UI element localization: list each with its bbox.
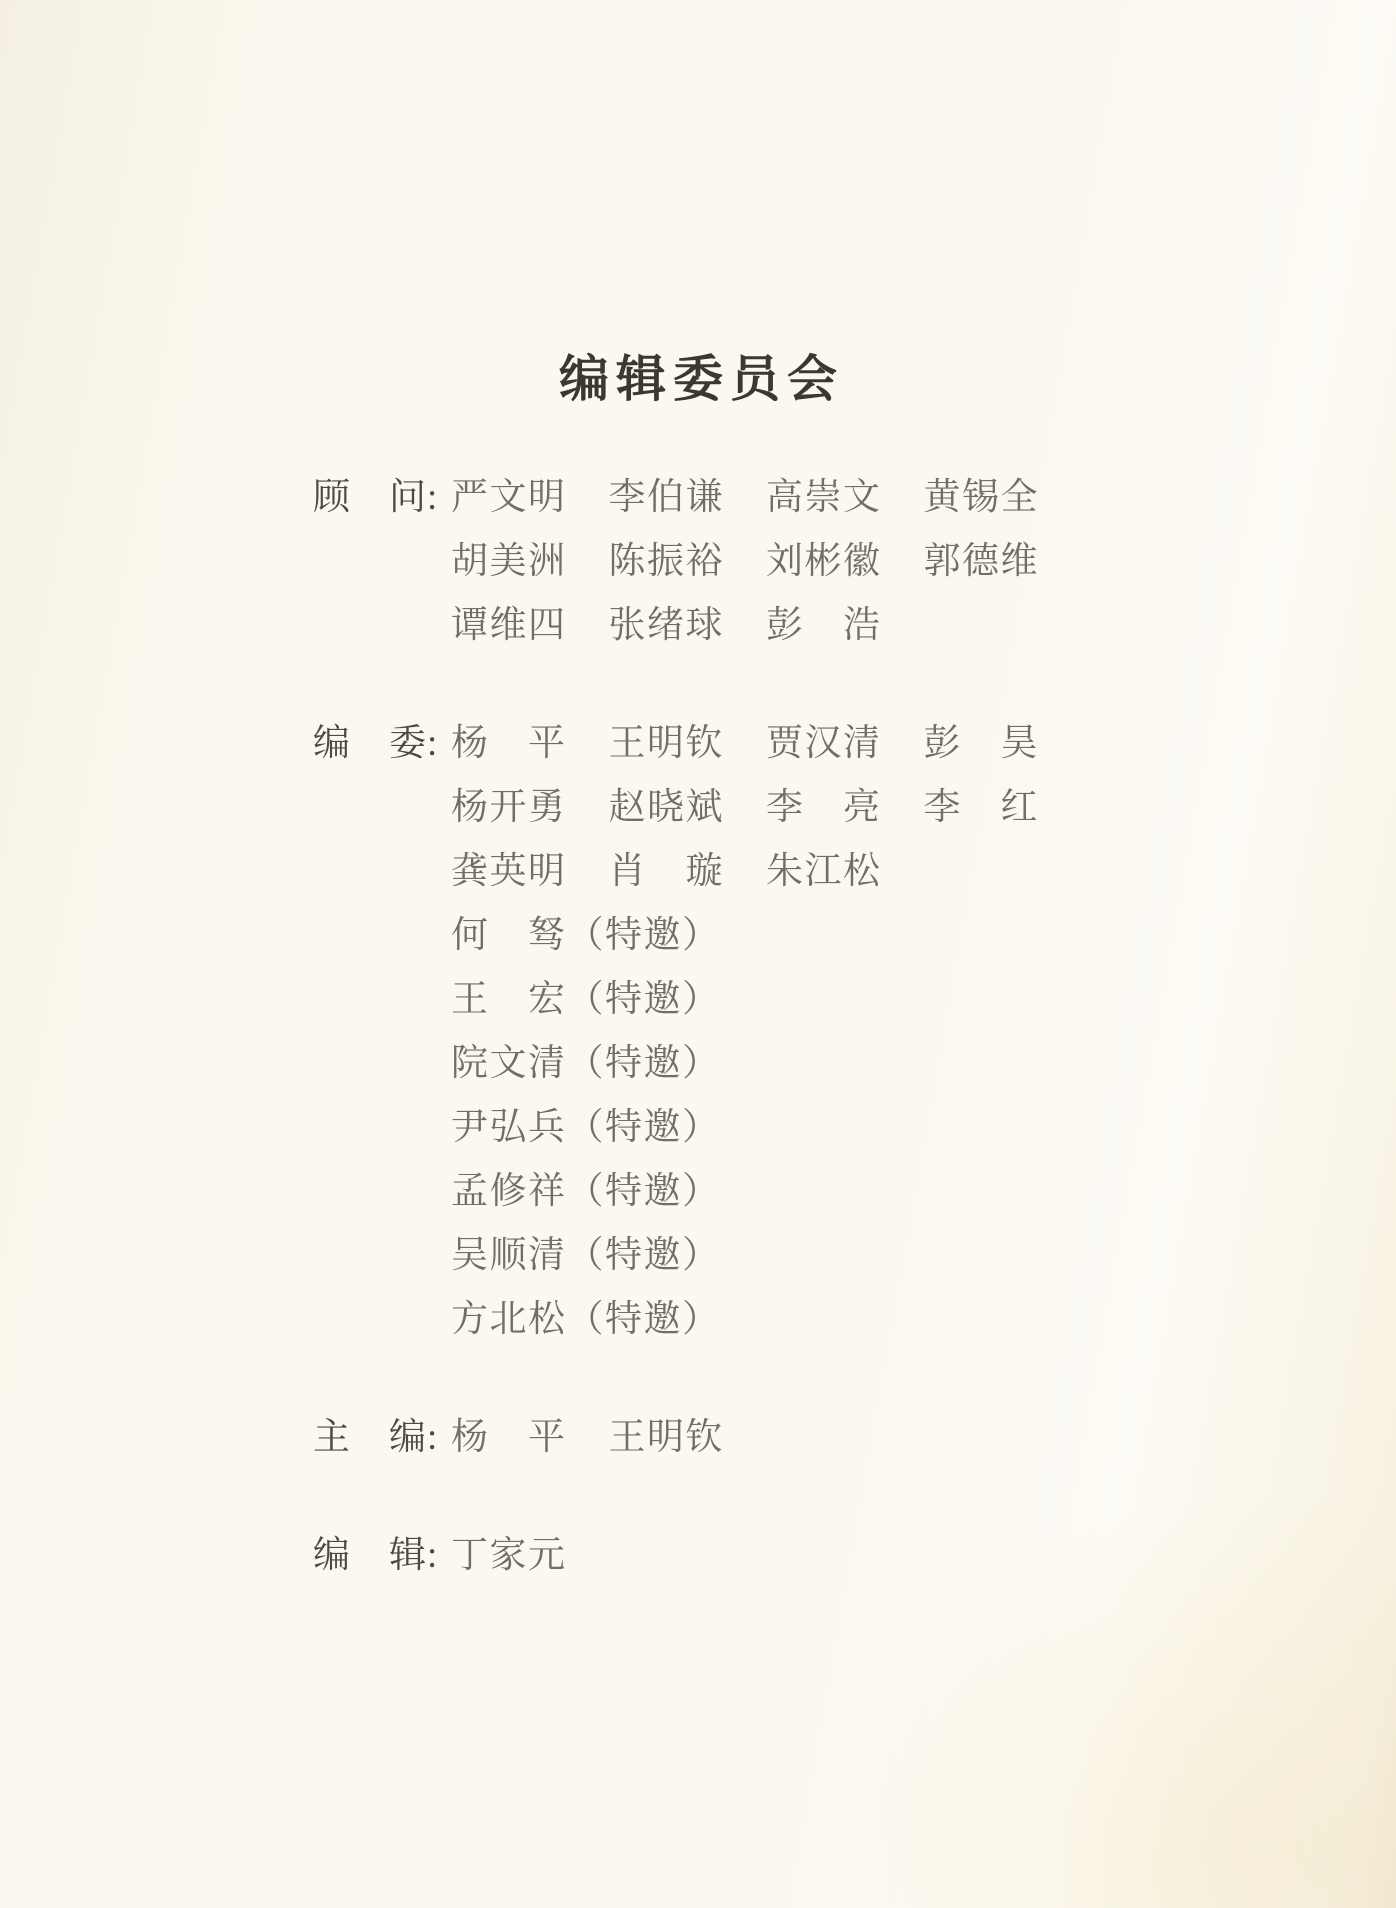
name-row [451,715,1276,779]
section-rows [451,469,1276,661]
name-row [451,1227,1276,1291]
name-row [451,1291,1276,1355]
committee-section [313,1409,1276,1473]
person-name: 方北松（特邀） [451,1299,721,1340]
person-name: 贾汉清 [766,723,882,764]
section-label: 编 辑: [313,1535,439,1576]
section-label: 主 编: [313,1417,439,1458]
person-name: 朱江松 [766,851,882,892]
page-title: 编辑委员会 [559,351,844,407]
person-name: 赵晓斌 [608,787,724,828]
name-row [451,843,1276,907]
person-name: 张绪球 [608,605,724,646]
name-row [451,597,1276,661]
person-name: 刘彬徽 [766,541,882,582]
person-name: 杨开勇 [451,787,567,828]
person-name: 彭 昊 [923,723,1039,764]
person-name: 吴顺清（特邀） [451,1235,721,1276]
name-row [451,1163,1276,1227]
name-row [451,1099,1276,1163]
name-row [451,533,1276,597]
person-name: 王明钦 [608,1417,724,1458]
person-name: 谭维四 [451,605,567,646]
name-row [451,1035,1276,1099]
person-name: 孟修祥（特邀） [451,1171,721,1212]
committee-sections [313,469,1276,1591]
person-name: 杨 平 [451,1417,567,1458]
committee-section [313,469,1276,661]
person-name: 肖 璇 [608,851,724,892]
name-row [451,779,1276,843]
section-rows [451,1409,1276,1473]
person-name: 王 宏（特邀） [451,979,721,1020]
person-name: 院文清（特邀） [451,1043,721,1084]
person-name: 郭德维 [923,541,1039,582]
committee-section [313,715,1276,1355]
person-name: 高崇文 [766,477,882,518]
person-name: 黄锡全 [923,477,1039,518]
person-name: 李 亮 [766,787,882,828]
section-rows [451,715,1276,1355]
section-label: 编 委: [313,723,439,764]
committee-section [313,1527,1276,1591]
person-name: 陈振裕 [608,541,724,582]
person-name: 李 红 [923,787,1039,828]
section-label: 顾 问: [313,477,439,518]
name-row [451,971,1276,1035]
name-row [451,1527,1276,1591]
person-name: 彭 浩 [766,605,882,646]
person-name: 何 驽（特邀） [451,915,721,956]
person-name: 杨 平 [451,723,567,764]
person-name: 胡美洲 [451,541,567,582]
person-name: 王明钦 [608,723,724,764]
person-name: 丁家元 [451,1535,567,1576]
name-row [451,907,1276,971]
person-name: 李伯谦 [608,477,724,518]
person-name: 严文明 [451,477,567,518]
person-name: 尹弘兵（特邀） [451,1107,721,1148]
person-name: 龚英明 [451,851,567,892]
name-row [451,1409,1276,1473]
section-rows [451,1527,1276,1591]
name-row [451,469,1276,533]
